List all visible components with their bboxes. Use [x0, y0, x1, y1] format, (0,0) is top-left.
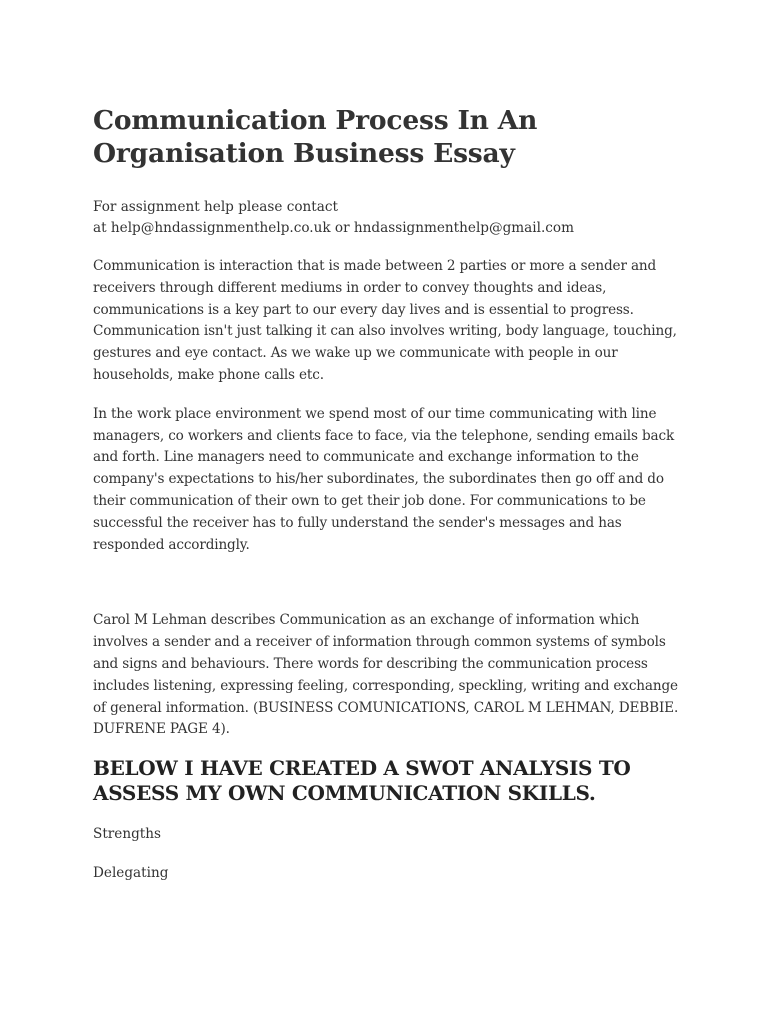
swot-heading: BELOW I HAVE CREATED A SWOT ANALYSIS TO ASSESS MY OWN COMMUNICATION SKILLS.	[93, 756, 631, 805]
paragraph-lehman: Carol M Lehman describes Communication as an exchange of information which involves a sender and a receiver of information through common systems of symbols and signs and behaviours. There words for describing the communication process includes listening, expressing feeling, corresponding, speckling, writing and exchange of general information. (BUSINESS COMUNICATIONS, CAROL M LEHMAN, DEBBIE. DUFRENE PAGE 4).	[93, 612, 679, 738]
document-title: Communication Process In An Organisation Business Essay	[93, 105, 538, 169]
contact-info	[93, 197, 683, 239]
contact-line-1: For assignment help please contact	[93, 199, 338, 215]
strengths-label: Strengths	[93, 826, 161, 843]
document-page	[93, 104, 683, 884]
contact-line-2: at help@hndassignmenthelp.co.uk or hndassignmenthelp@gmail.com	[93, 220, 574, 236]
delegating-label: Delegating	[93, 865, 169, 882]
paragraph-definition: Communication is interaction that is made between 2 parties or more a sender and receivers through different mediums in order to convey thoughts and ideas, communications is a key part to our every day lives and is essential to progress. Communication isn't just talking it can also involves writing, body language, touching, gestures and eye contact. As we wake up we communicate with people in our households, make phone calls etc.	[93, 258, 677, 383]
paragraph-workplace: In the work place environment we spend most of our time communicating with line managers, co workers and clients face to face, via the telephone, sending emails back and forth. Line managers need to communicate and exchange information to the company's expectations to his/her subordinates, the subordinates then go off and do their communication of their own to get their job done. For communications to be successful the receiver has to fully understand the sender's messages and has responded accordingly.	[93, 405, 675, 553]
